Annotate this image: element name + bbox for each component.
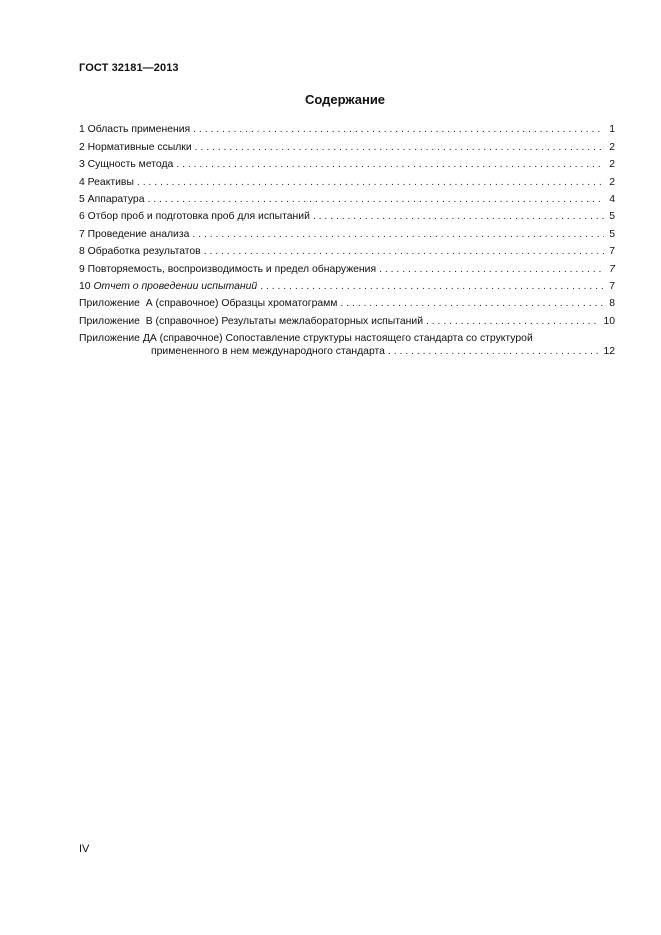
toc-entry-page: 5 — [609, 211, 615, 223]
toc-entry-continuation — [79, 345, 615, 358]
toc-entry-label — [79, 280, 257, 293]
toc-entry-page: 10 — [603, 315, 615, 327]
toc-entry-label: 1 Область применения — [79, 124, 191, 136]
toc-entry[interactable] — [79, 154, 615, 171]
toc-entry-page: 8 — [609, 298, 615, 310]
toc-entry-label-line1: Приложение ДА (справочное) Сопоставление структуры настоящего стандарта со структурой — [79, 333, 533, 345]
toc-leader-dots — [176, 158, 604, 171]
toc-leader-dots — [195, 141, 604, 154]
toc-entry-page: 1 — [609, 124, 615, 136]
toc-entry-label: 5 Аппаратура — [79, 193, 145, 205]
document-header: ГОСТ 32181—2013 — [79, 62, 179, 74]
page-number: IV — [79, 843, 90, 855]
toc-entry-page: 7 — [609, 246, 615, 258]
toc-entry-label: 4 Реактивы — [79, 176, 134, 188]
toc-leader-dots — [193, 123, 604, 136]
toc-entry-number: 10 — [79, 280, 94, 292]
toc-entry-page: 2 — [609, 176, 615, 188]
toc-entry-page: 7 — [609, 263, 615, 275]
toc-entry[interactable] — [79, 119, 615, 136]
toc-entry[interactable] — [79, 328, 615, 358]
toc-entry[interactable] — [79, 293, 615, 310]
toc-entry-page: 5 — [609, 228, 615, 240]
toc-entry-page: 2 — [609, 141, 615, 153]
toc-entry[interactable] — [79, 241, 615, 258]
toc-entry[interactable] — [79, 310, 615, 327]
toc-entry[interactable] — [79, 206, 615, 223]
toc-entry[interactable] — [79, 258, 615, 275]
toc-leader-dots — [204, 245, 604, 258]
toc-entry-label: 7 Проведение анализа — [79, 228, 190, 240]
toc-entry[interactable] — [79, 223, 615, 240]
toc-entry-label: 6 Отбор проб и подготовка проб для испытаний — [79, 211, 310, 223]
toc-entry-page: 4 — [609, 193, 615, 205]
toc-entry-label-line2: примененного в нем международного стандарта — [151, 346, 385, 358]
toc-entry-page: 7 — [609, 280, 615, 292]
toc-entry-page: 12 — [603, 346, 615, 358]
toc-entry-label: Приложение В (справочное) Результаты межлабораторных испытаний — [79, 315, 423, 327]
toc-entry-label: Приложение А (справочное) Образцы хроматограмм — [79, 298, 338, 310]
toc-entry[interactable] — [79, 276, 615, 293]
toc-entry-label: 2 Нормативные ссылки — [79, 141, 192, 153]
toc-entry-label: 8 Обработка результатов — [79, 246, 201, 258]
toc-entry-page: 2 — [609, 159, 615, 171]
toc-leader-dots — [147, 193, 604, 206]
toc-entry[interactable] — [79, 136, 615, 153]
toc-leader-dots — [137, 176, 604, 189]
toc-leader-dots — [426, 315, 600, 328]
toc-title: Содержание — [304, 92, 386, 107]
toc-leader-dots — [388, 345, 601, 358]
table-of-contents — [79, 119, 615, 358]
toc-entry-title: Отчет о проведении испытаний — [93, 280, 258, 292]
toc-leader-dots — [313, 210, 604, 223]
toc-leader-dots — [192, 228, 604, 241]
toc-entry-label: 9 Повторяемость, воспроизводимость и предел обнаружения — [79, 263, 377, 275]
toc-entry[interactable] — [79, 171, 615, 188]
toc-entry[interactable] — [79, 189, 615, 206]
toc-entry-label: 3 Сущность метода — [79, 159, 174, 171]
toc-leader-dots — [340, 297, 604, 310]
toc-leader-dots — [260, 280, 604, 293]
toc-leader-dots — [379, 263, 604, 276]
